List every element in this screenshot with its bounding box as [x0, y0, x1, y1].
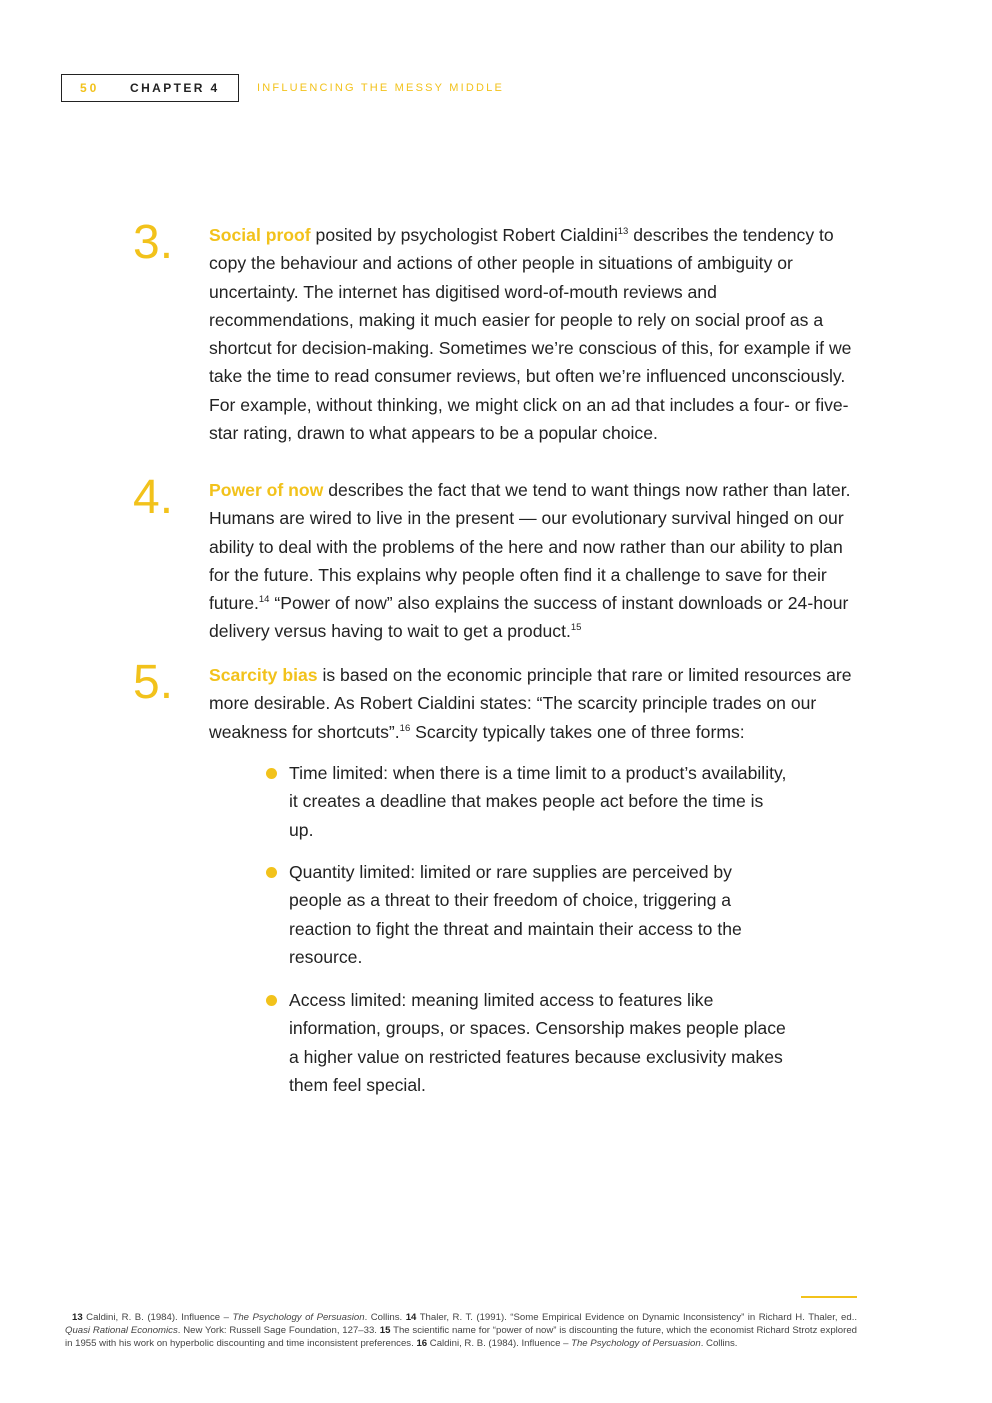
footnotes: [65, 1311, 857, 1351]
footnote-ref[interactable]: 16: [399, 722, 411, 734]
paragraph-text: “Power of now” also explains the success of instant downloads or 24-hour delivery versus having to wait to get a product.: [209, 593, 849, 642]
footnote-text: Thaler, R. T. (1991). “Some Empirical Evidence on Dynamic Inconsistency” in Richard H. Thaler, ed..: [416, 1312, 858, 1323]
chapter-label: CHAPTER 4: [130, 81, 220, 95]
bullet-text: Quantity limited: limited or rare supplies are perceived by people as a threat to their freedom of choice, triggering a reaction to fight the threat and maintain their access to the resource.: [289, 862, 742, 967]
footnote-text: . Collins.: [700, 1338, 738, 1350]
footnote-number: 14: [405, 1312, 417, 1323]
footnote-text: . New York: Russell Sage Foundation, 127–33.: [177, 1325, 380, 1337]
footnote-ref[interactable]: 14: [258, 594, 270, 606]
paragraph-text: describes the fact that we tend to want things now rather than later. Humans are wired to live in the present — our evolutionary survival hinged on our ability to deal with the problems of the here and now rather than our ability to plan for the future. This explains why people often find it a challenge to save for their future.: [209, 480, 851, 614]
footnote-divider: [801, 1296, 857, 1298]
footnote-number: 13: [72, 1312, 83, 1323]
item-number: 3.: [133, 216, 174, 269]
bullet-text: Time limited: when there is a time limit to a product’s availability, it creates a deadline that makes people act before the time is up.: [289, 763, 787, 840]
item-paragraph: [209, 221, 859, 447]
paragraph-text: is based on the economic principle that rare or limited resources are more desirable. As Robert Cialdini states: “The scarcity principle trades on our weakness for shortcuts”.: [209, 665, 852, 742]
bullet-dot-icon: [266, 768, 277, 779]
paragraph-text: posited by psychologist Robert Cialdini: [310, 225, 618, 245]
footnote-text: Caldini, R. B. (1984). Influence –: [82, 1312, 233, 1323]
term-highlight: Social proof: [209, 225, 311, 245]
bullet-dot-icon: [266, 867, 277, 878]
footnote-number: 15: [379, 1325, 391, 1337]
bullet-dot-icon: [266, 995, 277, 1006]
footnote-ref[interactable]: 15: [570, 622, 582, 634]
footnote-number: 16: [416, 1338, 428, 1350]
item-number: 4.: [133, 471, 174, 524]
section-title: INFLUENCING THE MESSY MIDDLE: [257, 82, 505, 94]
footnote-title: The Psychology of Persuasion: [232, 1312, 365, 1323]
item-number: 5.: [133, 656, 174, 709]
bullet-text: Access limited: meaning limited access to features like information, groups, or spaces. Censorship makes people place a higher value on restricted features because exclusivity makes them feel special.: [289, 990, 786, 1095]
paragraph-text: Scarcity typically takes one of three forms:: [410, 721, 745, 742]
footnote-ref[interactable]: 13: [617, 226, 629, 237]
footnote-text: The scientific name for “power of now” is discounting the future, which the economist Richard Strotz explored in 1955 with his work on hyperbolic discounting and time inconsistent preferences.: [65, 1325, 857, 1350]
footnote-text: Caldini, R. B. (1984). Influence –: [427, 1338, 572, 1350]
term-highlight: Scarcity bias: [209, 665, 318, 685]
item-paragraph: [209, 661, 859, 746]
header-box: [61, 74, 239, 102]
footnote-title: The Psychology of Persuasion: [571, 1338, 701, 1350]
item-paragraph: [209, 476, 859, 646]
paragraph-text: describes the tendency to copy the behaviour and actions of other people in situations of ambiguity or uncertainty. The internet has digitised word-of-mouth reviews and recommendations, making it much easier for people to rely on social proof as a shortcut for decision-making. Sometimes we’re conscious of this, for example if we take the time to read consumer reviews, but often we’re influenced unconsciously. For example, without thinking, we might click on an ad that includes a four- or five-star rating, drawn to what appears to be a popular choice.: [209, 225, 852, 444]
page-number: 50: [80, 81, 100, 95]
term-highlight: Power of now: [209, 480, 324, 500]
footnote-text: . Collins.: [364, 1312, 406, 1323]
footnote-title: Quasi Rational Economics: [65, 1325, 178, 1337]
